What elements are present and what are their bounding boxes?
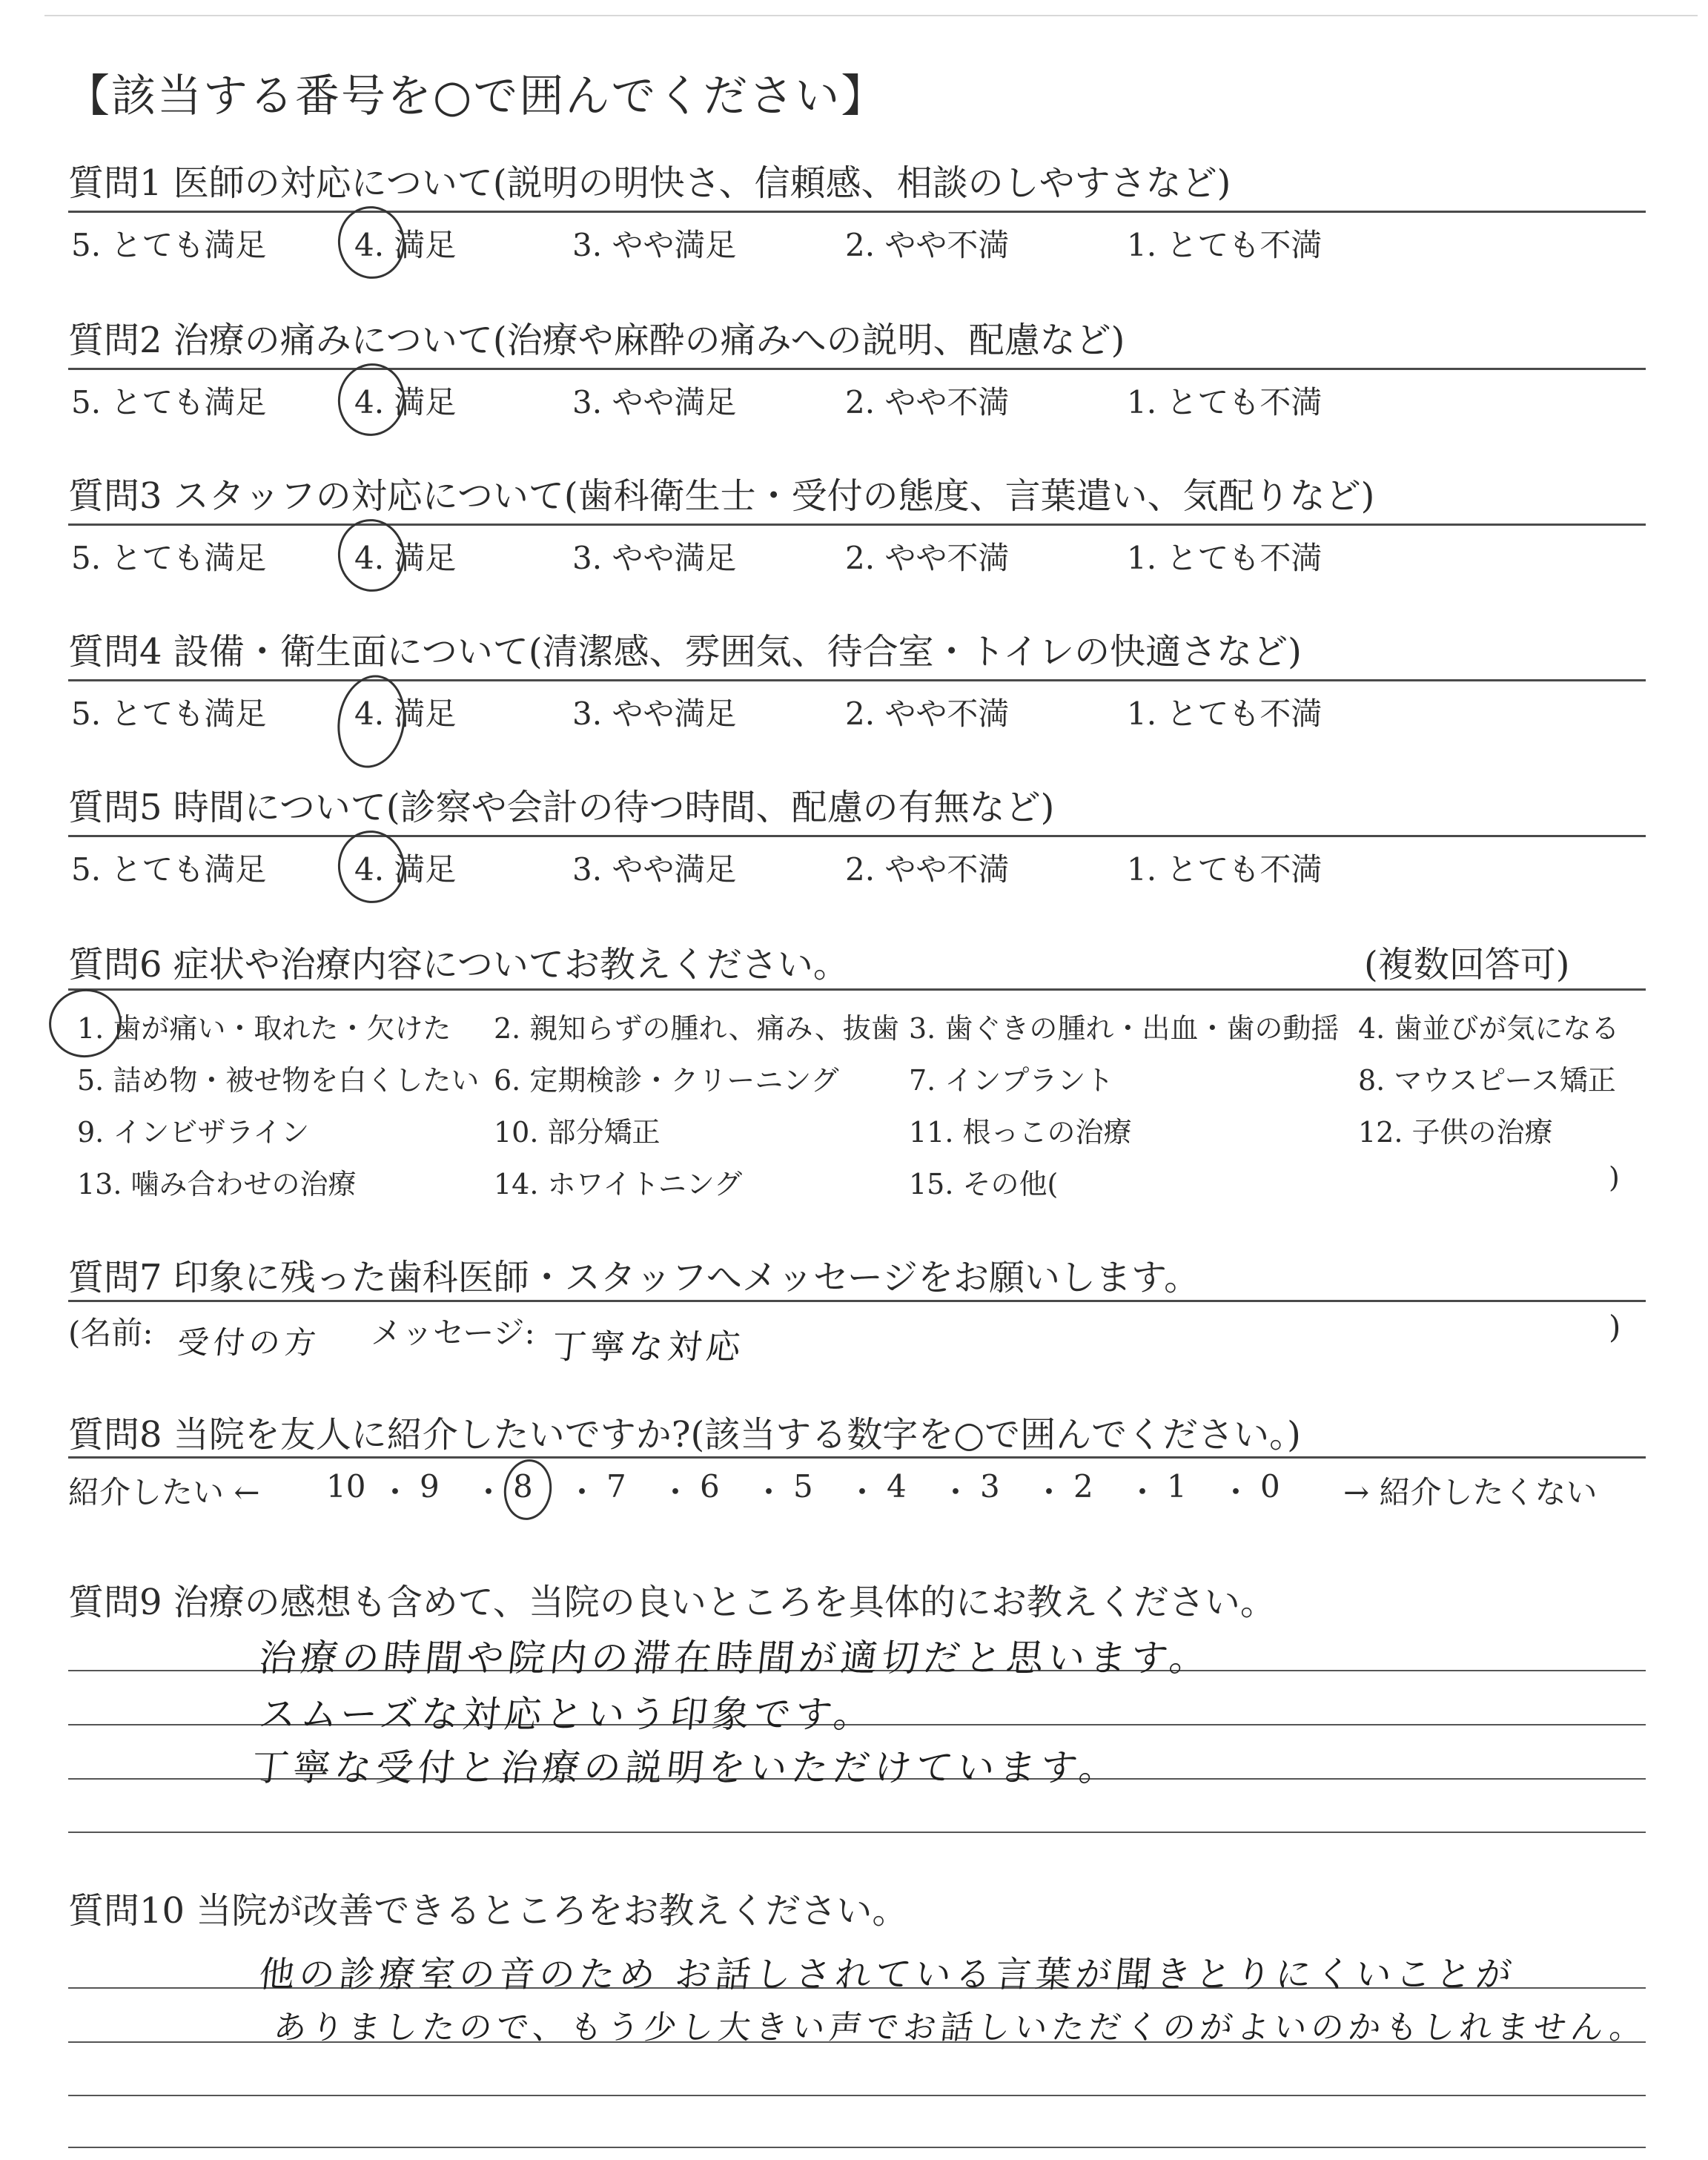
q8-scale-5: 5 <box>793 1468 813 1505</box>
q6-option-1: 1. 歯が痛い・取れた・欠けた <box>77 1012 451 1045</box>
q5-option-3: 3. やや満足 <box>572 851 737 888</box>
q6-option-8: 8. マウスピース矯正 <box>1358 1064 1616 1097</box>
q6-option-6: 6. 定期検診・クリーニング <box>494 1064 839 1097</box>
q7-close-paren: ) <box>1609 1309 1621 1345</box>
q5-option-2: 2. やや不満 <box>845 851 1010 888</box>
q3-heading: 質問3 スタッフの対応について(歯科衛生士・受付の態度、言葉遣い、気配りなど) <box>68 475 1375 517</box>
q8-right-label: → 紹介したくない <box>1343 1474 1598 1510</box>
q8-scale-4: 4 <box>887 1468 907 1505</box>
q7-name-value: 受付の方 <box>176 1324 322 1361</box>
q4-option-1: 1. とても不満 <box>1127 696 1323 732</box>
q1-option-5: 5. とても満足 <box>71 227 267 263</box>
q4-option-4: 4. 満足 <box>354 696 457 732</box>
q1-rule <box>68 211 1646 213</box>
q2-option-5: 5. とても満足 <box>71 384 267 420</box>
q5-heading: 質問5 時間について(診察や会計の待つ時間、配慮の有無など) <box>68 787 1055 828</box>
q8-scale-1: 1 <box>1167 1468 1187 1505</box>
q6-heading: 質問6 症状や治療内容についてお教えください。 <box>68 944 849 985</box>
q4-heading: 質問4 設備・衛生面について(清潔感、雰囲気、待合室・トイレの快適さなど) <box>68 631 1302 673</box>
q1-option-1: 1. とても不満 <box>1127 227 1323 263</box>
q8-separator: ・ <box>847 1474 878 1510</box>
q10-handwritten-line: ありましたので、もう少し大きい声でお話しいただくのがよいのかもしれません。 <box>271 2009 1649 2047</box>
q3-option-5: 5. とても満足 <box>71 540 267 576</box>
q8-scale-9: 9 <box>420 1468 440 1505</box>
q7-name-label: (名前: <box>68 1315 153 1351</box>
q4-rule <box>68 679 1646 681</box>
q4-option-5: 5. とても満足 <box>71 696 267 732</box>
q9-handwritten-line: スムーズな対応という印象です。 <box>256 1693 878 1736</box>
q6-option-11: 11. 根っこの治療 <box>909 1116 1132 1149</box>
q2-rule <box>68 368 1646 370</box>
q2-answer-circle <box>332 358 411 441</box>
q8-separator: ・ <box>473 1474 505 1510</box>
q7-message-value: 丁寧な対応 <box>549 1327 747 1367</box>
q6-option-13: 13. 噛み合わせの治療 <box>77 1168 357 1200</box>
q5-option-1: 1. とても不満 <box>1127 851 1323 888</box>
q8-separator: ・ <box>380 1474 411 1510</box>
q8-scale-0: 0 <box>1260 1468 1280 1505</box>
q8-heading: 質問8 当院を友人に紹介したいですか?(該当する数字を○で囲んでください。) <box>68 1414 1301 1456</box>
q8-scale-8: 8 <box>513 1468 533 1505</box>
q8-scale-3: 3 <box>980 1468 1000 1505</box>
q1-heading: 質問1 医師の対応について(説明の明快さ、信頼感、相談のしやすさなど) <box>68 162 1231 204</box>
q5-option-4: 4. 満足 <box>354 851 457 888</box>
q6-option-15: 15. その他( <box>909 1168 1059 1200</box>
q6-option-9: 9. インビザライン <box>77 1116 310 1149</box>
q8-separator: ・ <box>753 1474 785 1510</box>
q1-answer-circle <box>334 202 410 283</box>
q8-separator: ・ <box>1220 1474 1252 1510</box>
q3-rule <box>68 524 1646 526</box>
q8-separator: ・ <box>1127 1474 1159 1510</box>
q10-heading: 質問10 当院が改善できるところをお教えください。 <box>68 1890 908 1932</box>
q5-option-5: 5. とても満足 <box>71 851 267 888</box>
q5-rule <box>68 835 1646 837</box>
q5-answer-circle <box>334 826 410 908</box>
q1-option-3: 3. やや満足 <box>572 227 737 263</box>
q6-option-4: 4. 歯並びが気になる <box>1358 1012 1620 1045</box>
q8-separator: ・ <box>1033 1474 1065 1510</box>
q8-scale-2: 2 <box>1073 1468 1093 1505</box>
q8-scale-7: 7 <box>606 1468 626 1505</box>
q6-option-3: 3. 歯ぐきの腫れ・出血・歯の動揺 <box>909 1012 1340 1045</box>
q6-option-5: 5. 詰め物・被せ物を白くしたい <box>77 1064 480 1097</box>
q8-separator: ・ <box>566 1474 598 1510</box>
q6-option-7: 7. インプラント <box>909 1064 1114 1097</box>
q9-writing-line <box>68 1832 1646 1833</box>
q3-option-3: 3. やや満足 <box>572 540 737 576</box>
q3-option-2: 2. やや不満 <box>845 540 1010 576</box>
q3-option-4: 4. 満足 <box>354 540 457 576</box>
top-border <box>44 15 1698 16</box>
q2-option-3: 3. やや満足 <box>572 384 737 420</box>
q4-option-2: 2. やや不満 <box>845 696 1010 732</box>
q6-option-12: 12. 子供の治療 <box>1358 1116 1553 1149</box>
q8-separator: ・ <box>940 1474 972 1510</box>
q6-option-2: 2. 親知らずの腫れ、痛み、抜歯 <box>494 1012 899 1045</box>
q10-handwritten-line: 他の診療室の音のため お話しされている言葉が聞きとりにくいことが <box>256 1954 1518 1995</box>
q1-option-2: 2. やや不満 <box>845 227 1010 263</box>
q7-rule <box>68 1300 1646 1302</box>
q7-heading: 質問7 印象に残った歯科医師・スタッフへメッセージをお願いします。 <box>68 1257 1200 1298</box>
q10-writing-line <box>68 2147 1646 2148</box>
q10-writing-line <box>68 2095 1646 2096</box>
q8-scale-6: 6 <box>700 1468 720 1505</box>
q6-option-10: 10. 部分矯正 <box>494 1116 661 1149</box>
q9-heading: 質問9 治療の感想も含めて、当院の良いところを具体的にお教えください。 <box>68 1582 1276 1623</box>
q4-answer-circle <box>331 670 413 773</box>
q3-answer-circle <box>334 515 410 596</box>
page-title: 【該当する番号を○で囲んでください】 <box>65 70 887 122</box>
q8-rule <box>68 1456 1646 1459</box>
q6-rule <box>68 988 1646 991</box>
q8-left-label: 紹介したい ← <box>68 1474 260 1510</box>
q6-note: (複数回答可) <box>1364 944 1570 985</box>
q8-separator: ・ <box>660 1474 692 1510</box>
q3-option-1: 1. とても不満 <box>1127 540 1323 576</box>
q9-handwritten-line: 治療の時間や院内の滞在時間が適切だと思います。 <box>256 1636 1214 1680</box>
q2-heading: 質問2 治療の痛みについて(治療や麻酔の痛みへの説明、配慮など) <box>68 320 1125 361</box>
q6-option-16: ) <box>1609 1161 1620 1194</box>
q2-option-2: 2. やや不満 <box>845 384 1010 420</box>
q9-handwritten-line: 丁寧な受付と治療の説明をいただけています。 <box>249 1746 1123 1789</box>
q6-option-14: 14. ホワイトニング <box>494 1168 743 1200</box>
q7-message-label: メッセージ: <box>371 1315 535 1351</box>
q8-scale-10: 10 <box>326 1468 366 1505</box>
q2-option-4: 4. 満足 <box>354 384 457 420</box>
q4-option-3: 3. やや満足 <box>572 696 737 732</box>
q2-option-1: 1. とても不満 <box>1127 384 1323 420</box>
q1-option-4: 4. 満足 <box>354 227 457 263</box>
